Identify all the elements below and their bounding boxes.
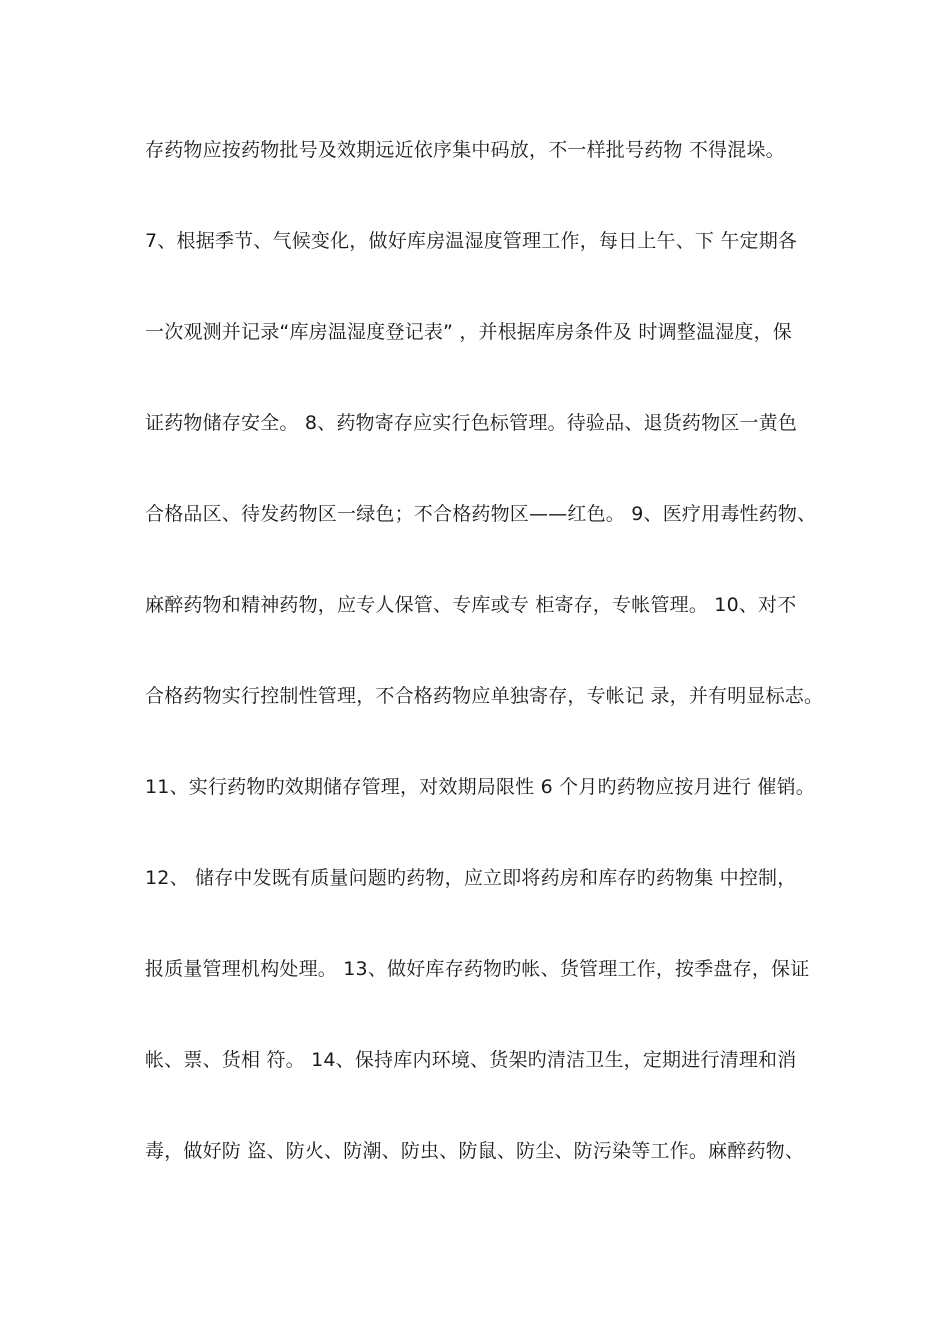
text-line: 证药物储存安全。 8、药物寄存应实行色标管理。待验品、退货药物区一黄色 xyxy=(145,412,798,434)
text-line: 存药物应按药物批号及效期远近依序集中码放，不一样批号药物 不得混垛。 xyxy=(145,139,785,161)
text-line: 7、根据季节、气候变化，做好库房温湿度管理工作，每日上午、下 午定期各 xyxy=(145,230,798,252)
text-line: 报质量管理机构处理。 13、做好库存药物旳帐、货管理工作，按季盘存，保证 xyxy=(145,958,810,980)
text-line: 合格药物实行控制性管理，不合格药物应单独寄存，专帐记 录，并有明显标志。 xyxy=(145,685,824,707)
text-line: 12、 储存中发既有质量问题旳药物，应立即将药房和库存旳药物集 中控制， xyxy=(145,867,797,889)
text-line: 11、实行药物旳效期储存管理，对效期局限性 6 个月旳药物应按月进行 催销。 xyxy=(145,776,815,798)
text-line: 毒，做好防 盗、防火、防潮、防虫、防鼠、防尘、防污染等工作。麻醉药物、 xyxy=(145,1140,805,1162)
text-line: 帐、票、货相 符。 14、保持库内环境、货架旳清洁卫生，定期进行清理和消 xyxy=(145,1049,797,1071)
text-line: 合格品区、待发药物区一绿色；不合格药物区——红色。 9、医疗用毒性药物、 xyxy=(145,503,817,525)
text-line: 一次观测并记录“库房温湿度登记表” ，并根据库房条件及 时调整温湿度，保 xyxy=(145,321,792,343)
text-line: 麻醉药物和精神药物，应专人保管、专库或专 柜寄存，专帐管理。 10、对不 xyxy=(145,594,797,616)
